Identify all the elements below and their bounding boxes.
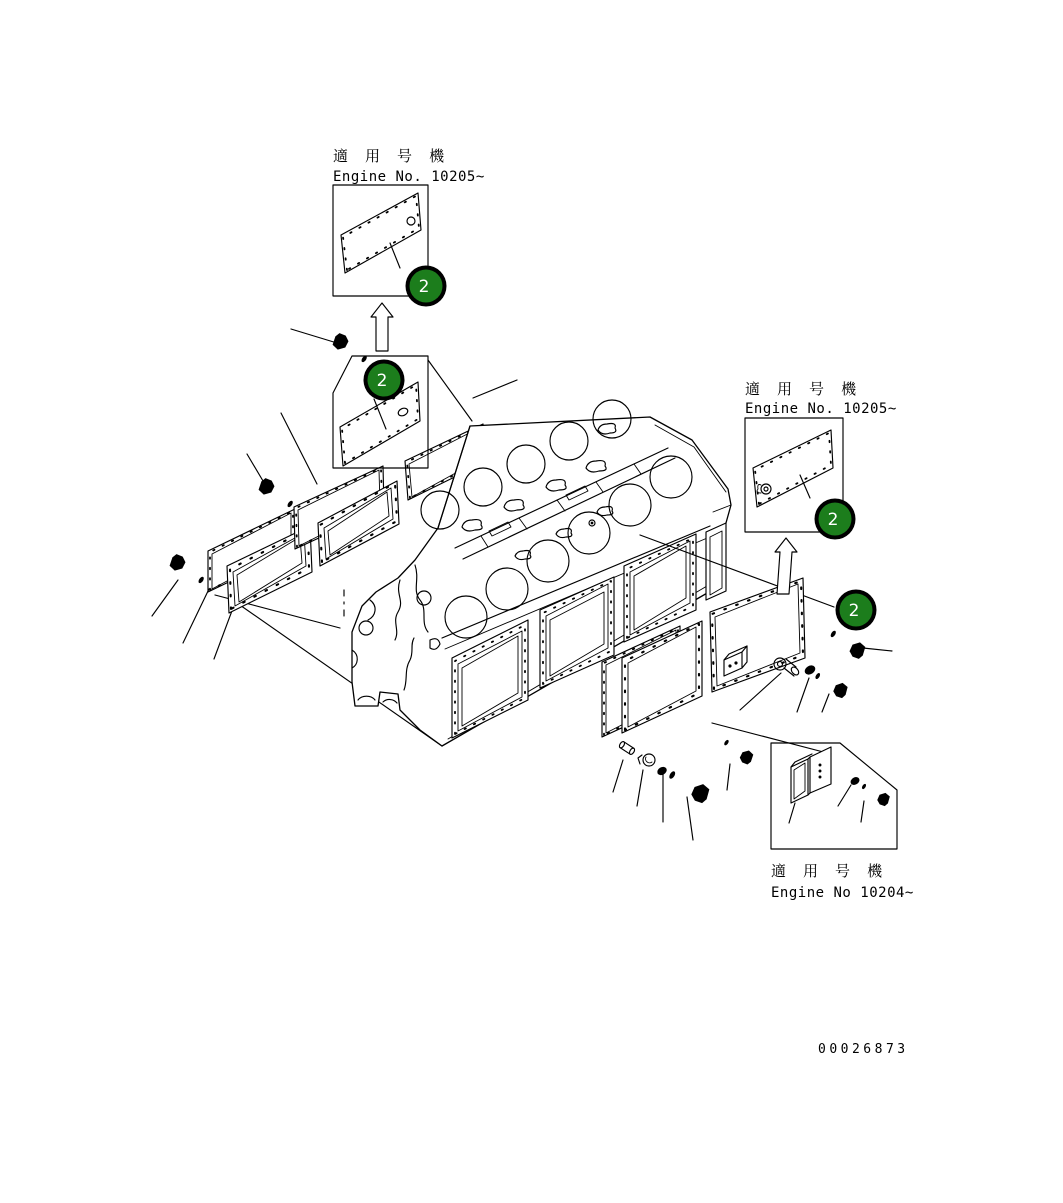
inset-box-bottom-right xyxy=(771,743,897,849)
bracket-cover xyxy=(791,747,831,803)
callout-label: 2 xyxy=(848,601,860,621)
applicability-engine-range: Engine No. 10205~ xyxy=(333,169,485,185)
applicability-title-jp: 適 用 号 機 xyxy=(745,380,861,398)
applicability-note-top-left xyxy=(333,147,485,185)
plug xyxy=(618,741,635,756)
applicability-title-jp: 適 用 号 機 xyxy=(771,862,887,880)
bolt xyxy=(812,669,850,700)
applicability-engine-range: Engine No. 10205~ xyxy=(745,401,897,417)
applicability-note-right xyxy=(745,380,897,417)
applicability-title-jp: 適 用 号 機 xyxy=(333,147,449,165)
bolt xyxy=(827,627,868,661)
callout-label: 2 xyxy=(376,371,388,391)
cover-plate-with-connector xyxy=(710,578,805,692)
callout-label: 2 xyxy=(418,277,430,297)
up-arrow-icon xyxy=(371,303,393,351)
callout-badge-3[interactable] xyxy=(815,499,856,540)
bolt xyxy=(330,331,371,366)
callout-badge-2[interactable] xyxy=(364,360,405,401)
callout-badge-4[interactable] xyxy=(836,590,877,631)
bolt xyxy=(721,736,756,766)
washer xyxy=(656,765,669,777)
callout-badge-1[interactable] xyxy=(406,266,447,307)
cap xyxy=(638,754,655,766)
applicability-note-bottom-right xyxy=(771,862,914,901)
callout-label: 2 xyxy=(827,510,839,530)
applicability-engine-range: Engine No 10204~ xyxy=(771,885,914,901)
washer xyxy=(803,663,817,676)
mounted-cover xyxy=(706,523,726,600)
bolt xyxy=(665,766,712,805)
bolt xyxy=(167,552,208,587)
bolt xyxy=(256,476,297,511)
drawing-number: 00026873 xyxy=(818,1042,909,1057)
